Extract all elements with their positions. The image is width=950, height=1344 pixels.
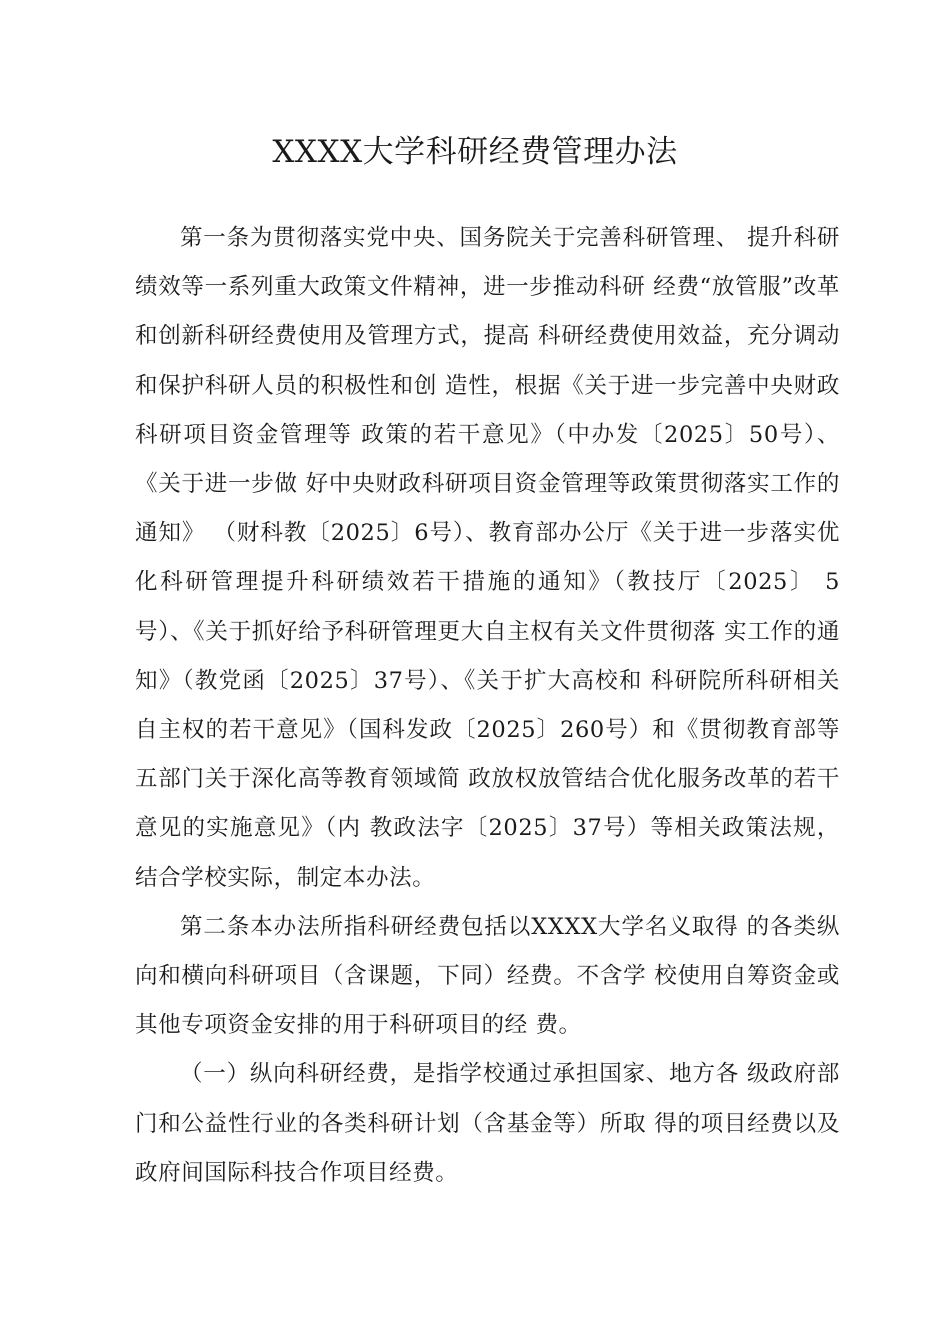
clause-1-paragraph: （一）纵向科研经费，是指学校通过承担国家、地方各 级政府部门和公益性行业的各类科研计划（含基金等）所取 得的项目经费以及政府间国际科技合作项目经费。 [135, 1061, 840, 1186]
article-2-paragraph: 第二条本办法所指科研经费包括以XXXX大学名义取得 的各类纵向和横向科研项目（含课题，下同）经费。不含学 校使用自筹资金或其他专项资金安排的用于科研项目的经 费。 [135, 913, 840, 1039]
document-body [135, 214, 840, 1198]
article-1-paragraph: 第一条为贯彻落实党中央、国务院关于完善科研管理、 提升科研绩效等一系列重大政策文件精神，进一步推动科研 经费“放管服”改革和创新科研经费使用及管理方式，提高 科研经费使用效益，充分调动和保护科研人员的积极性和创 造性，根据《关于进一步完善中央财政科研项目资金管理等 政策的若干意见》（中办发〔2025〕50号）、《关于进一步做 好中央财政科研项目资金管理等政策贯彻落实工作的通知》 （财科教〔2025〕6号）、教育部办公厅《关于进一步落实优 化科研管理提升科研绩效若干措施的通知》（教技厅〔2025〕 5号）、《关于抓好给予科研管理更大自主权有关文件贯彻落 实工作的通知》（教党函〔2025〕37号）、《关于扩大高校和 科研院所科研相关自主权的若干意见》（国科发政〔2025〕260号）和《贯彻教育部等五部门关于深化高等教育领域简 政放权放管结合优化服务改革的若干意见的实施意见》（内 教政法字〔2025〕37号）等相关政策法规，结合学校实际，制定本办法。 [135, 225, 840, 891]
document-title: XXXX大学科研经费管理办法 [272, 134, 678, 170]
